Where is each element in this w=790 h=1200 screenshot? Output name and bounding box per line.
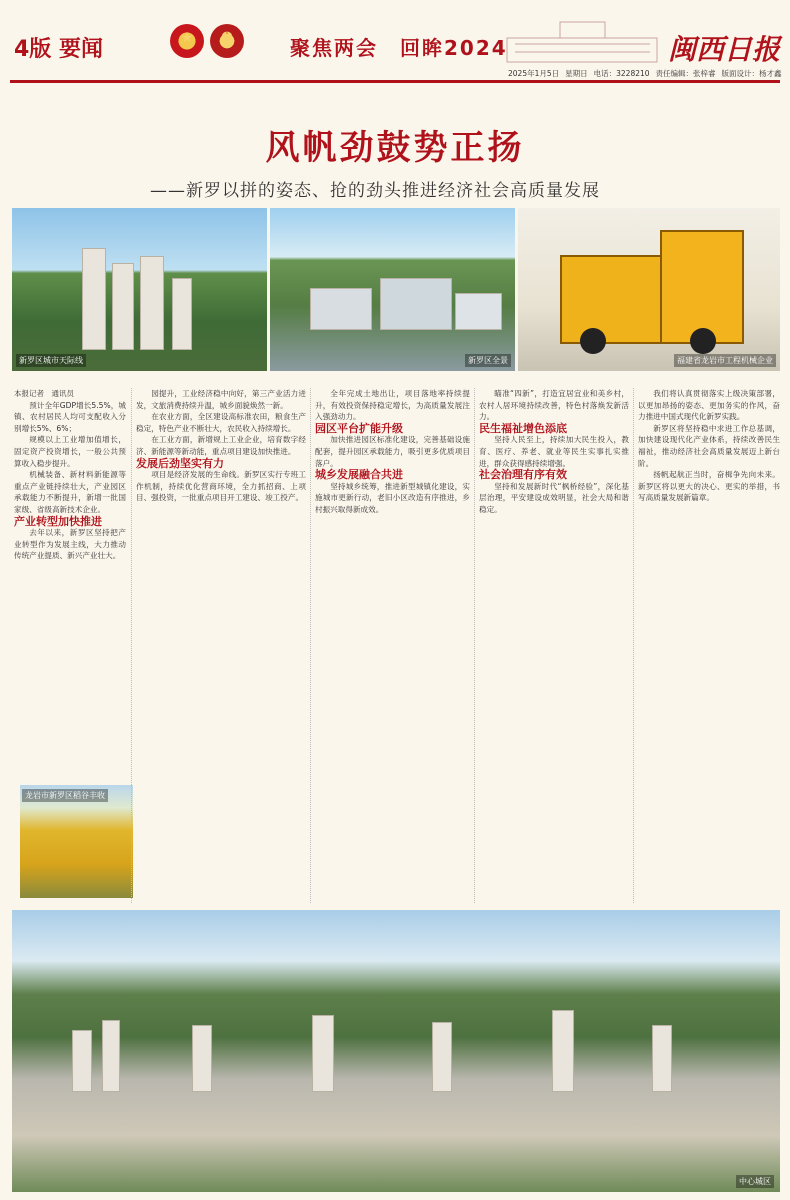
column-theme: 聚焦两会 回眸2024 — [290, 36, 508, 60]
photo-caption: 中心城区 — [736, 1175, 774, 1188]
article-column-2 — [136, 388, 306, 504]
photo-city-panorama — [12, 910, 780, 1192]
meta-weekday: 星期日 — [565, 69, 588, 78]
paragraph: 我们将认真贯彻落实上级决策部署，以更加昂扬的姿态、更加务实的作风，奋力推进中国式现代化新罗实践。 — [638, 389, 780, 422]
subheadline: ——新罗以拼的姿态、抢的劲头推进经济社会高质量发展 — [150, 181, 600, 201]
paragraph: 预计全年GDP增长5.5%，城镇、农村居民人均可支配收入分别增长5%、6%； — [14, 400, 126, 433]
paragraph: 坚持人民至上，持续加大民生投入，教育、医疗、养老、就业等民生实事扎实推进，群众获得感持续增强。 — [479, 435, 629, 468]
photo-caption: 龙岩市新罗区稻谷丰收 — [22, 789, 108, 802]
paragraph: 去年以来，新罗区坚持把产业转型作为发展主线，大力推动传统产业提质、新兴产业壮大。 — [14, 528, 126, 561]
meta-date: 2025年1月5日 — [508, 69, 560, 78]
meta-editor: 责任编辑：张梓睿 — [655, 69, 716, 78]
truck-body-shape — [560, 255, 674, 344]
truck-wheel-icon — [580, 328, 606, 354]
paragraph: 全年完成土地出让，项目落地率持续提升，有效投资保持稳定增长，为高质量发展注入强劲动力。 — [315, 389, 470, 422]
byline: 本报记者 通讯员 — [14, 389, 74, 398]
photo-rice-harvest — [20, 785, 133, 898]
paragraph: 园提升，工业经济稳中向好，第三产业活力迸发，文旅消费持续升温，城乡面貌焕然一新。 — [136, 389, 306, 410]
paragraph: 项目是经济发展的生命线。新罗区实行专班工作机制，持续优化营商环境，全力抓招商、上项目、强投资，一批重点项目开工建设、竣工投产。 — [136, 470, 306, 503]
photo-caption: 新罗区全景 — [465, 354, 511, 367]
paragraph: 扬帆起航正当时，奋楫争先向未来。新罗区将以更大的决心、更实的举措，书写高质量发展新篇章。 — [638, 470, 780, 503]
paragraph: 瞄准“四新”，打造宜居宜业和美乡村，农村人居环境持续改善，特色村落焕发新活力。 — [479, 389, 629, 422]
photo-city-skyline — [12, 208, 267, 371]
section-heading: 发展后劲坚实有力 — [136, 456, 224, 470]
newspaper-logo: 闽西日报 — [668, 33, 781, 66]
section-heading: 产业转型加快推进 — [14, 514, 102, 528]
paragraph: 坚持和发展新时代“枫桥经验”，深化基层治理，平安建设成效明显，社会大局和谐稳定。 — [479, 481, 629, 514]
paragraph: 机械装备、新材料新能源等重点产业链持续壮大，产业园区承载能力不断提升，新增一批国家级、省级高新技术企业。 — [14, 470, 126, 514]
meta-designer: 版面设计：杨才鑫 — [721, 69, 782, 78]
cppcc-emblem-icon: ✪ — [210, 24, 244, 58]
truck-cab-shape — [660, 230, 744, 344]
section-heading: 社会治理有序有效 — [479, 468, 567, 482]
page-number: 4版 要闻 — [14, 37, 103, 62]
paragraph: 加快推进园区标准化建设，完善基础设施配套，提升园区承载能力，吸引更多优质项目落户。 — [315, 435, 470, 468]
section-heading: 民生福祉增色添底 — [479, 421, 567, 435]
section-name: 要闻 — [58, 37, 103, 62]
article-column-4 — [479, 388, 629, 516]
photo-district-overview — [270, 208, 515, 371]
paragraph: 在工业方面，新增规上工业企业，培育数字经济、新能源等新动能，重点项目建设加快推进。 — [136, 435, 306, 456]
paragraph: 坚持城乡统筹，推进新型城镇化建设，实施城市更新行动，老旧小区改造有序推进，乡村振兴取得新成效。 — [315, 481, 470, 514]
article-column-3 — [315, 388, 470, 516]
building-sketch-icon — [505, 18, 660, 64]
masthead-rule — [10, 80, 780, 83]
paragraph: 新罗区将坚持稳中求进工作总基调，加快建设现代化产业体系，持续改善民生福祉，推动经济社会高质量发展迈上新台阶。 — [638, 423, 780, 468]
paragraph: 在农业方面，全区建设高标准农田，粮食生产稳定，特色产业不断壮大，农民收入持续增长。 — [136, 412, 306, 433]
article-column-5 — [638, 388, 780, 504]
truck-wheel-icon — [690, 328, 716, 354]
headline: 风帆劲鼓势正扬 — [265, 128, 525, 168]
national-emblem-icon: ★ — [170, 24, 204, 58]
issue-meta — [508, 68, 788, 79]
paragraph: 规模以上工业增加值增长，固定资产投资增长，一般公共预算收入稳步提升。 — [14, 435, 126, 468]
section-heading: 园区平台扩能升级 — [315, 421, 403, 435]
section-heading: 城乡发展融合共进 — [315, 468, 403, 482]
masthead — [0, 0, 790, 78]
article-column-1 — [14, 388, 126, 562]
photo-caption: 福建省龙岩市工程机械企业 — [674, 354, 776, 367]
photo-caption: 新罗区城市天际线 — [16, 354, 86, 367]
meta-phone: 电话：3228210 — [593, 69, 650, 78]
